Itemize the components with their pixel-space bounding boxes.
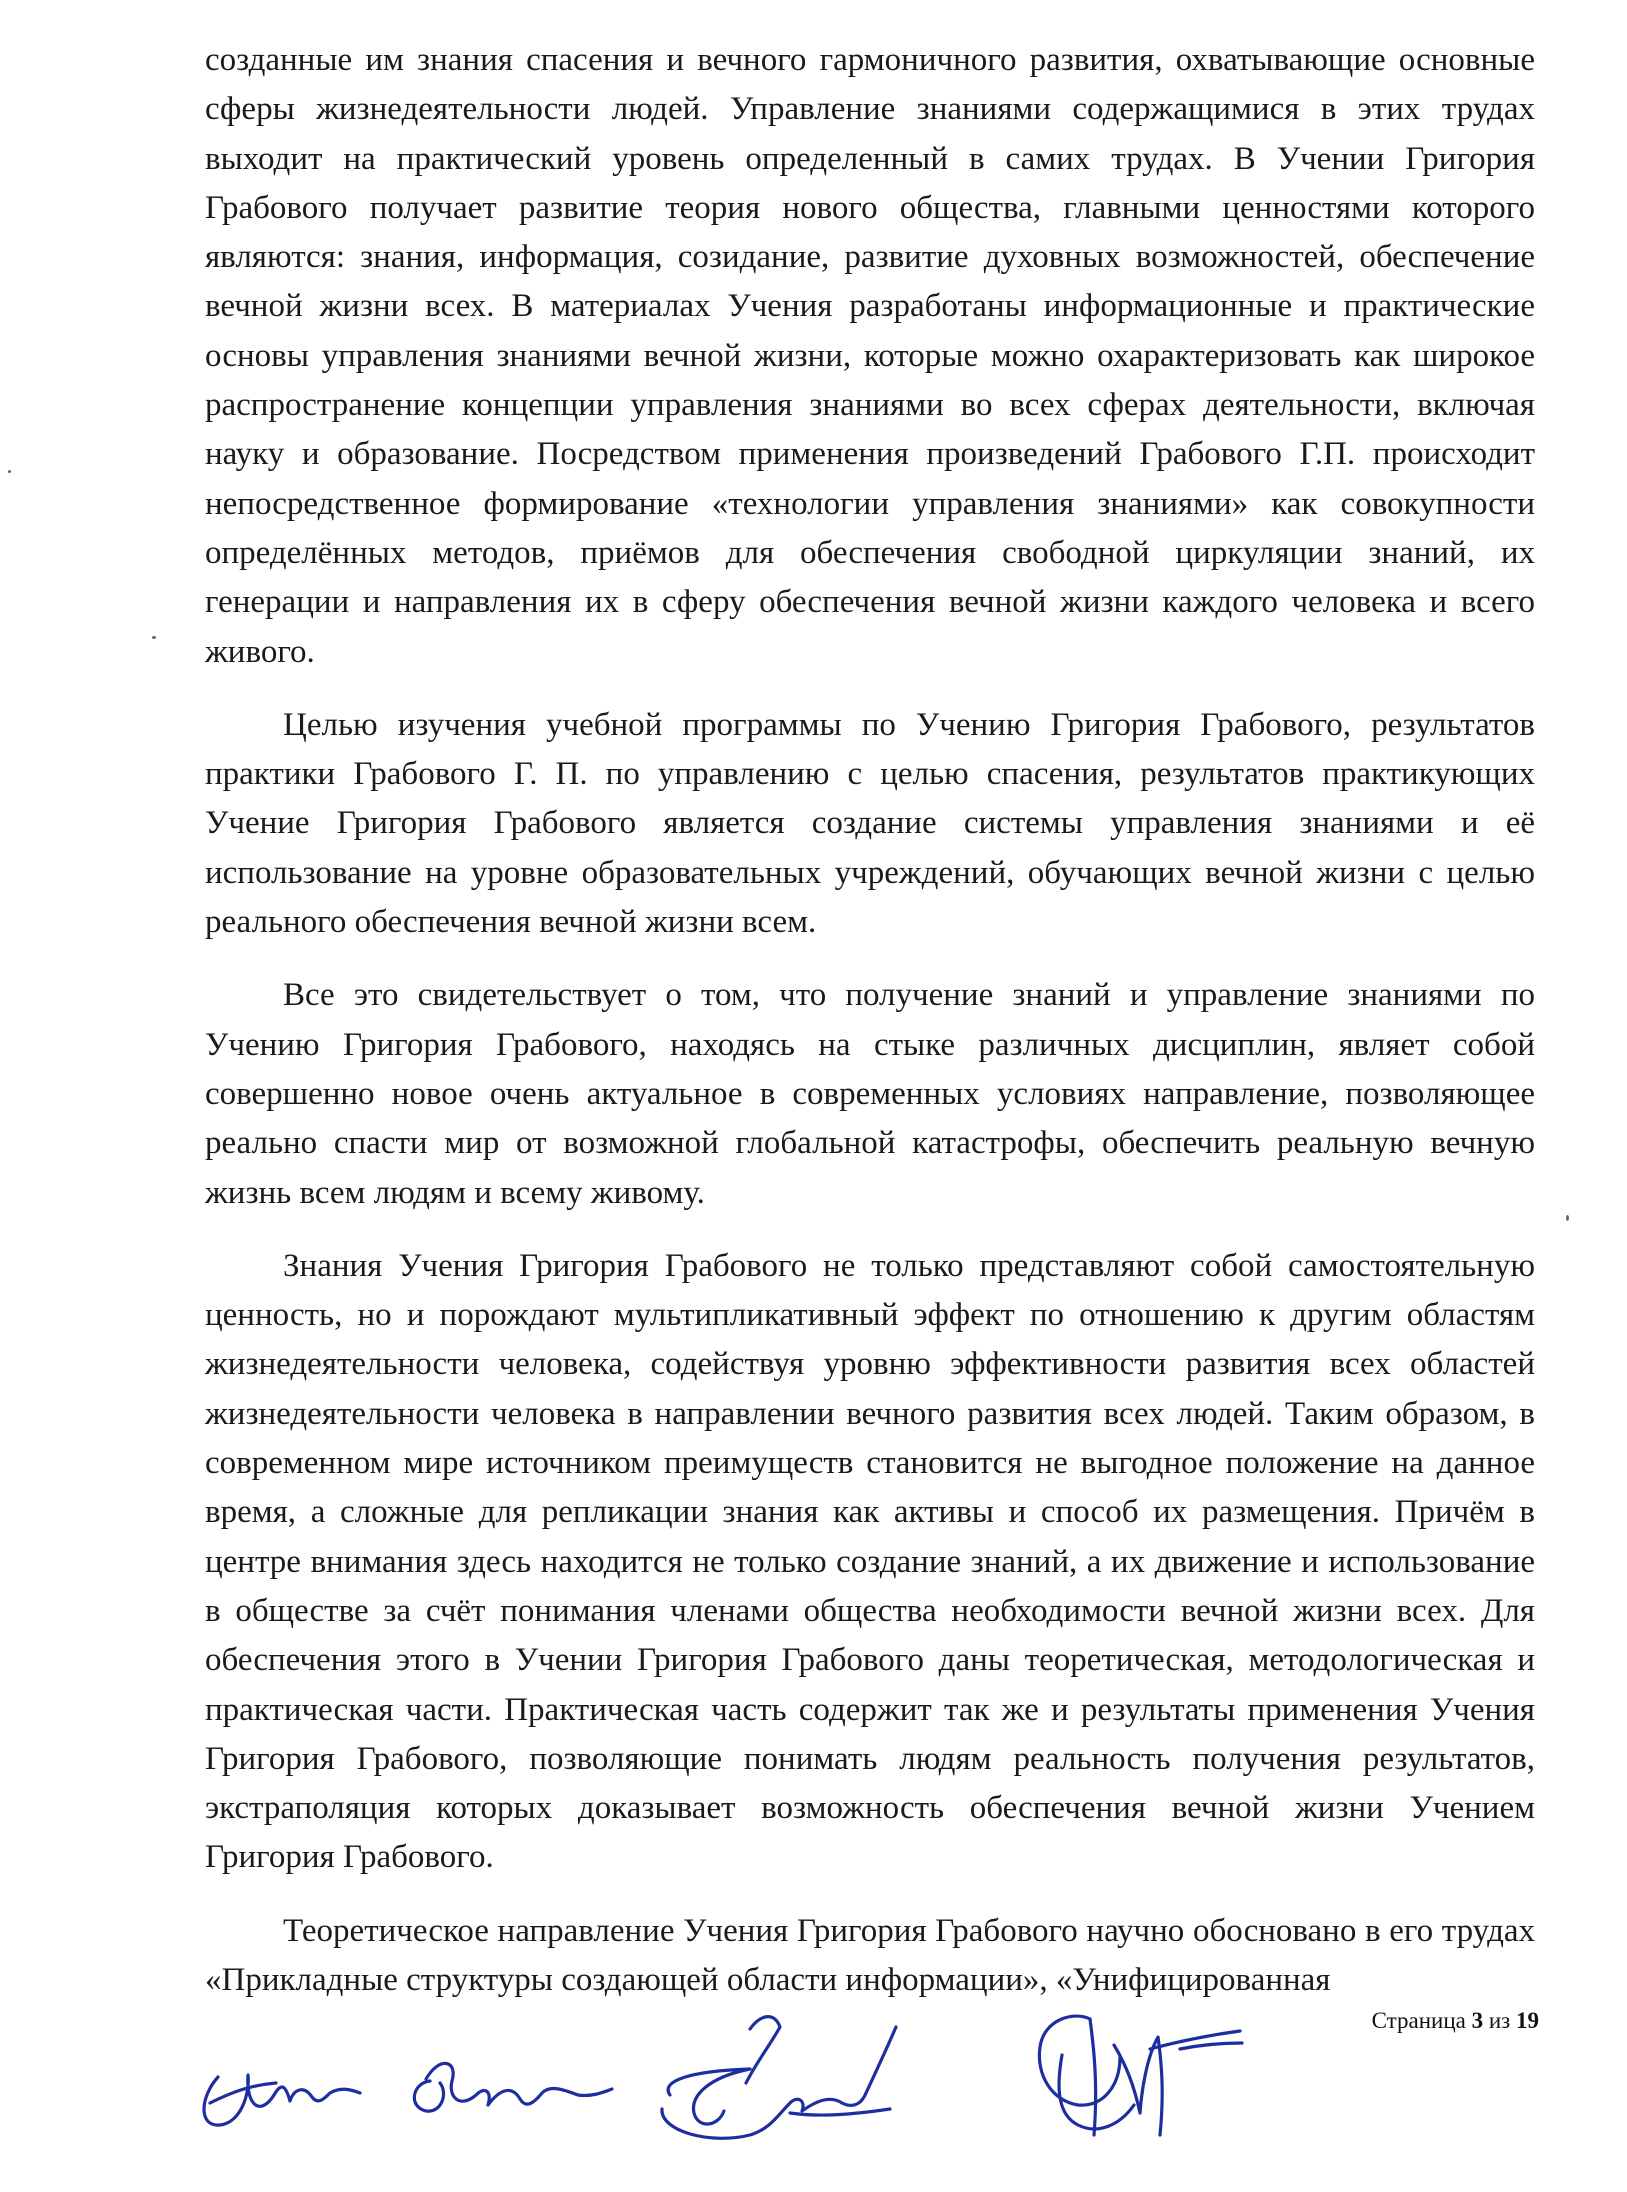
- page-current: 3: [1471, 2008, 1484, 2033]
- signature-1: [204, 2075, 360, 2125]
- signature-2: [414, 2063, 612, 2111]
- signatures: [190, 1985, 1310, 2165]
- page-label: Страница: [1371, 2008, 1466, 2033]
- paragraph-4: Знания Учения Григория Грабового не только представляют собой самостоятельную ценность, но и порождают мультипликативный эффект по отношению к другим областям жизнедеятельности человека, содействуя уровню эффективности развития всех областей жизнедеятельности человека в направлении вечного развития всех людей. Таким образом, в современном мире источником преимуществ становится не выгодное положение на данное время, а сложные для репликации знания как активы и способ их размещения. Причём в центре внимания здесь находится не только создание знаний, а их движение и использование в обществе за счёт понимания членами общества необходимости вечной жизни всех. Для обеспечения этого в Учении Григория Грабового даны теоретическая, методологическая и практическая части. Практическая часть содержит так же и результаты применения Учения Григория Грабового, позволяющие понимать людям реальность получения результатов, экстраполяция которых доказывает возможность обеспечения вечной жизни Учением Григория Грабового.: [205, 1247, 1535, 1876]
- paragraph-2: Целью изучения учебной программы по Учению Григория Грабового, результатов практики Грабового Г. П. по управлению с целью спасения, результатов практикующих Учение Григория Грабового является создание системы управления знаниями и её использование на уровне образовательных учреждений, обучающих вечной жизни с целью реального обеспечения вечной жизни всем.: [205, 706, 1535, 941]
- signature-4: [1039, 2016, 1242, 2135]
- scan-speck: [1566, 1215, 1569, 1221]
- scan-speck: [152, 636, 156, 639]
- body-text: [205, 36, 1535, 2029]
- paragraph-1: созданные им знания спасения и вечного гармоничного развития, охватывающие основные сферы жизнедеятельности людей. Управление знаниями содержащимися в этих трудах выходит на практический уровень определенный в самих трудах. В Учении Григория Грабового получает развитие теория нового общества, главными ценностями которого являются: знания, информация, созидание, развитие духовных возможностей, обеспечение вечной жизни всех. В материалах Учения разработаны информационные и практические основы управления знаниями вечной жизни, которые можно охарактеризовать как широкое распространение концепции управления знаниями во всех сферах деятельности, включая науку и образование. Посредством применения произведений Грабового Г.П. происходит непосредственное формирование «технологии управления знаниями» как совокупности определённых методов, приёмов для обеспечения свободной циркуляции знаний, их генерации и направления их в сферу обеспечения вечной жизни каждого человека и всего живого.: [205, 42, 1535, 670]
- paragraph-5: Теоретическое направление Учения Григория Грабового научно обосновано в его трудах «Прикладные структуры создающей области информации», «Унифицированная: [205, 1912, 1535, 1998]
- page-total: 19: [1516, 2008, 1539, 2033]
- scan-speck: [8, 470, 11, 473]
- page-of: из: [1488, 2008, 1511, 2033]
- paragraph-3: Все это свидетельствует о том, что получение знаний и управление знаниями по Учению Григория Грабового, находясь на стыке различных дисциплин, являет собой совершенно новое очень актуальное в современных условиях направление, позволяющее реально спасти мир от возможной глобальной катастрофы, обеспечить реальную вечную жизнь всем людям и всему живому.: [205, 977, 1535, 1211]
- page-number: [1372, 2008, 1539, 2034]
- signature-3: [662, 2017, 896, 2139]
